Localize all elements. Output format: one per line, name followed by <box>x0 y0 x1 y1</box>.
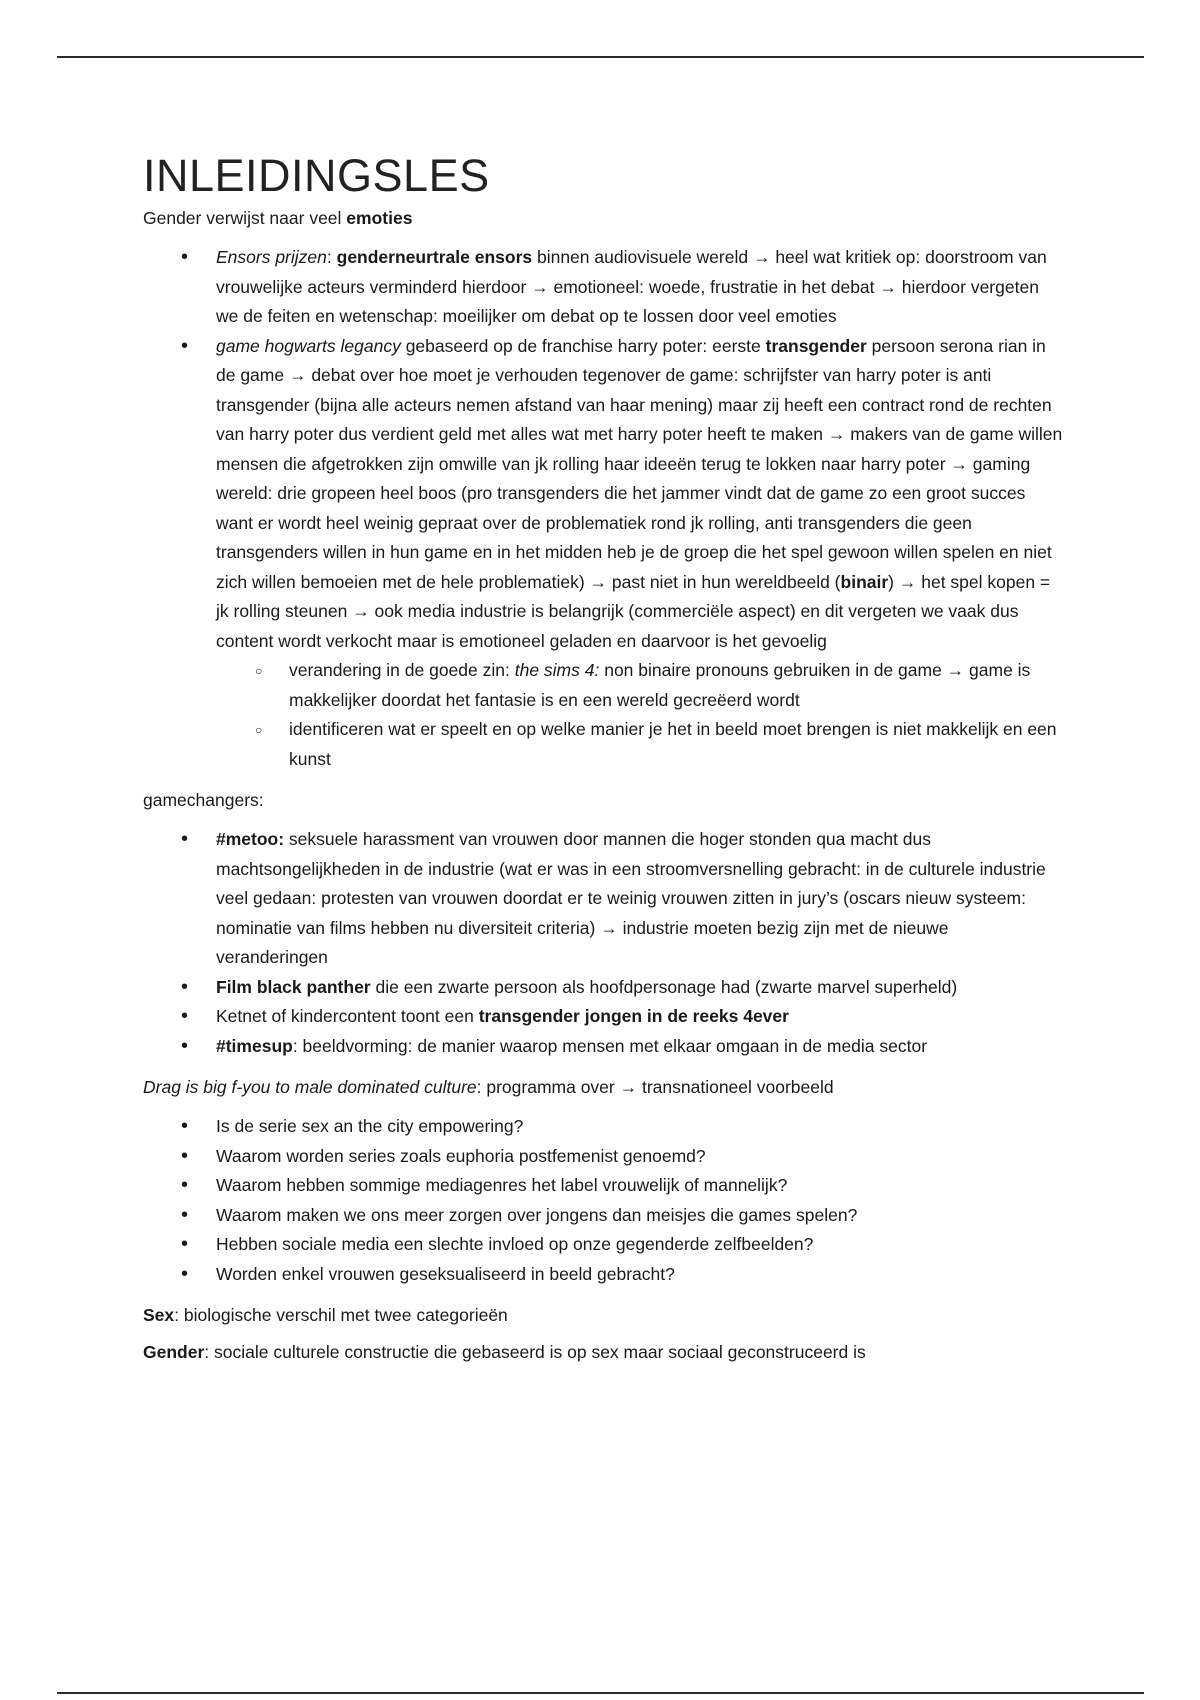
sub-list-item: ○ identificeren wat er speelt en op welke manier je het in beeld moet brengen is niet makkelijk en een kunst <box>289 715 1063 774</box>
list-item: • #metoo: seksuele harassment van vrouwen door mannen die hoger stonden qua macht dus machtsongelijkheden in de industrie (wat er was in een stroomversnelling gebracht: in de culturele industrie veel gedaan: protesten van vrouwen doordat er te weinig vrouwen zitten in jury’s (oscars nieuw systeem: nominatie van films hebben nu diversiteit criteria) → industrie moeten bezig zijn met de nieuwe veranderingen <box>216 825 1063 973</box>
bullet-list-debates <box>143 243 1063 774</box>
list-item: • Worden enkel vrouwen geseksualiseerd in beeld gebracht? <box>216 1260 1063 1290</box>
document-body <box>143 150 1063 1367</box>
gamechangers-label: gamechangers: <box>143 790 264 810</box>
header-rule <box>57 56 1144 58</box>
list-item: • Waarom maken we ons meer zorgen over jongens dan meisjes die games spelen? <box>216 1201 1063 1231</box>
list-item: • Hebben sociale media een slechte invloed op onze gegenderde zelfbeelden? <box>216 1230 1063 1260</box>
gender-definition: Gender: sociale culturele constructie die gebaseerd is op sex maar sociaal geconstruceerd is <box>143 1342 866 1362</box>
list-item: • game hogwarts legancy gebaseerd op de franchise harry poter: eerste transgender persoon serona rian in de game → debat over hoe moet je verhouden tegenover de game: schrijfster van harry poter is anti transgender (bijna alle acteurs nemen afstand van haar mening) maar zij heeft een contract rond de rechten van harry poter dus verdient geld met alles wat met harry poter heeft te maken → makers van de game willen mensen die afgetrokken zijn omwille van jk rolling haar ideeën terug te lokken naar harry poter → gaming wereld: drie gropeen heel boos (pro transgenders die het jammer vindt dat de game zo een groot succes want er wordt heel weinig gepraat over de problematiek rond jk rolling, anti transgenders die geen transgenders willen in hun game en in het midden heb je de groep die het spel gewoon willen spelen en niet zich willen bemoeien met de hele problematiek) → past niet in hun wereldbeeld (binair) → het spel kopen = jk rolling steunen → ook media industrie is belangrijk (commerciële aspect) en dit vergeten we vaak dus content wordt verkocht maar is emotioneel geladen en daarvoor is het gevoelig ○ verandering in de goede zin: the sims 4: non binaire pronouns gebruiken in de game → game is makkelijker doordat het fantasie is en een wereld gecreëerd wordt ○ identificeren wat er speelt en op welke manier je het in beeld moet brengen is niet makkelijk en een kunst <box>216 332 1063 775</box>
list-item: • Waarom hebben sommige mediagenres het label vrouwelijk of mannelijk? <box>216 1171 1063 1201</box>
list-item: • #timesup: beeldvorming: de manier waarop mensen met elkaar omgaan in de media sector <box>216 1032 1063 1062</box>
sex-definition: Sex: biologische verschil met twee categorieën <box>143 1305 508 1325</box>
footer-rule <box>57 1692 1144 1694</box>
drag-paragraph: Drag is big f-you to male dominated culture: programma over → transnationeel voorbeeld <box>143 1077 834 1097</box>
list-item: • Ketnet of kindercontent toont een transgender jongen in de reeks 4ever <box>216 1002 1063 1032</box>
list-item: • Ensors prijzen: genderneurtrale ensors binnen audiovisuele wereld → heel wat kritiek op: doorstroom van vrouwelijke acteurs verminderd hierdoor → emotioneel: woede, frustratie in het debat → hierdoor vergeten we de feiten en wetenschap: moeilijker om debat op te lossen door veel emoties <box>216 243 1063 332</box>
bullet-list-gamechangers <box>143 825 1063 1061</box>
page-title: INLEIDINGSLES <box>143 150 490 201</box>
list-item: • Is de serie sex an the city empowering? <box>216 1112 1063 1142</box>
sub-list-item: ○ verandering in de goede zin: the sims 4: non binaire pronouns gebruiken in de game → game is makkelijker doordat het fantasie is en een wereld gecreëerd wordt <box>289 656 1063 715</box>
list-item: • Film black panther die een zwarte persoon als hoofdpersonage had (zwarte marvel superheld) <box>216 973 1063 1003</box>
list-item: • Waarom worden series zoals euphoria postfemenist genoemd? <box>216 1142 1063 1172</box>
bullet-list-questions <box>143 1112 1063 1289</box>
intro-paragraph: Gender verwijst naar veel emoties <box>143 208 413 228</box>
sub-list <box>216 656 1063 774</box>
